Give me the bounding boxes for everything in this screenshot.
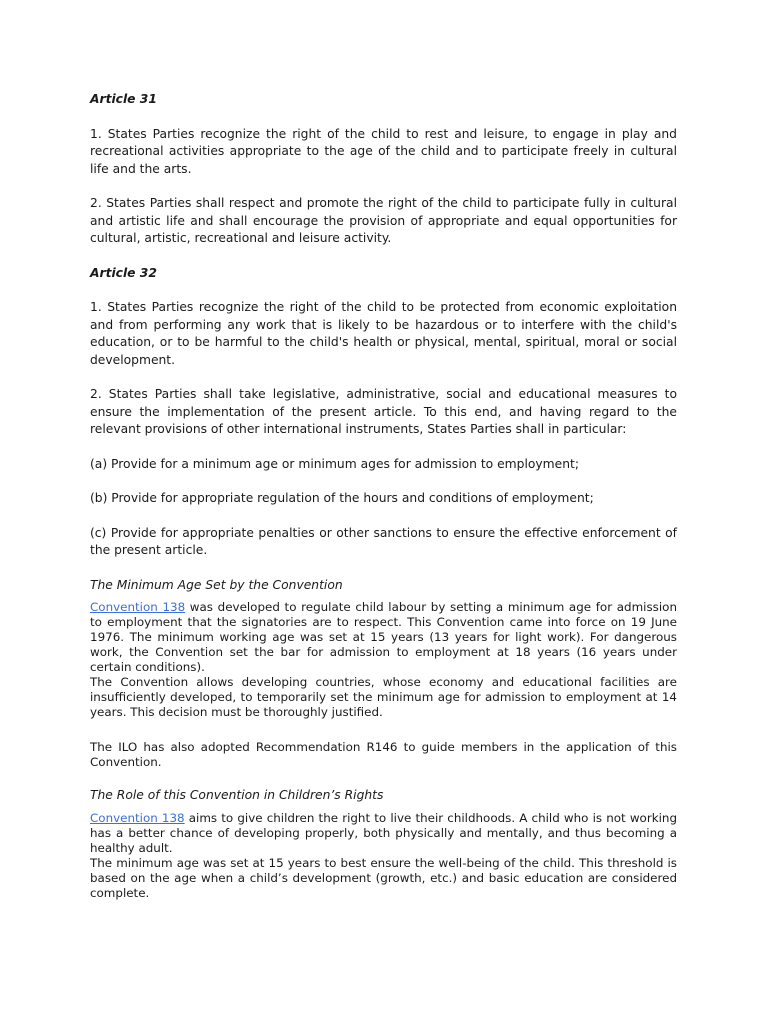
minimum-age-paragraph-1 <box>90 600 677 675</box>
document-content <box>90 91 677 901</box>
role-paragraph-1-text: aims to give children the right to live their childhoods. A child who is not working has a better chance of developing properly, both physically and mentally, and thus becoming a healthy adult. <box>90 810 677 855</box>
convention-138-link[interactable]: Convention 138 <box>90 600 186 614</box>
role-paragraph-2: The minimum age was set at 15 years to best ensure the well-being of the child. This threshold is based on the age when a child’s development (growth, etc.) and basic education are considered complete. <box>90 855 677 900</box>
article-32-paragraph-1: 1. States Parties recognize the right of the child to be protected from economic exploitation and from performing any work that is likely to be hazardous or to interfere with the child's education, or to be harmful to the child's health or physical, mental, spiritual, moral or social development. <box>90 300 677 367</box>
article-31-paragraph-2: 2. States Parties shall respect and promote the right of the child to participate fully in cultural and artistic life and shall encourage the provision of appropriate and equal opportunities for cultural, artistic, recreational and leisure activity. <box>90 196 677 245</box>
article-32-heading: Article 32 <box>90 265 157 280</box>
role-paragraph-1 <box>90 811 677 856</box>
article-32-item-b: (b) Provide for appropriate regulation of the hours and conditions of employment; <box>90 491 594 505</box>
article-32-item-c: (c) Provide for appropriate penalties or other sanctions to ensure the effective enforcement of the present article. <box>90 525 677 557</box>
minimum-age-paragraph-2: The Convention allows developing countries, whose economy and educational facilities are insufficiently developed, to temporarily set the minimum age for admission to employment at 14 years. This decision must be thoroughly justified. <box>90 675 677 719</box>
role-heading: The Role of this Convention in Children’s Rights <box>90 788 384 802</box>
minimum-age-heading: The Minimum Age Set by the Convention <box>90 577 343 592</box>
convention-138-link-2[interactable]: Convention 138 <box>90 810 185 825</box>
minimum-age-paragraph-3: The ILO has also adopted Recommendation R146 to guide members in the application of this Convention. <box>90 740 677 769</box>
article-32-item-a: (a) Provide for a minimum age or minimum ages for admission to employment; <box>90 456 579 471</box>
minimum-age-paragraph-1-text: was developed to regulate child labour by setting a minimum age for admission to employment that the signatories are to respect. This Convention came into force on 19 June 1976. The minimum working age was set at 15 years (13 years for light work). For dangerous work, the Convention set the bar for admission to employment at 18 years (16 years under certain conditions). <box>90 600 677 674</box>
article-31-paragraph-1: 1. States Parties recognize the right of the child to rest and leisure, to engage in play and recreational activities appropriate to the age of the child and to participate freely in cultural life and the arts. <box>90 126 677 176</box>
article-32-paragraph-2: 2. States Parties shall take legislative, administrative, social and educational measures to ensure the implementation of the present article. To this end, and having regard to the relevant provisions of other international instruments, States Parties shall in particular: <box>90 387 677 436</box>
article-31-heading: Article 31 <box>90 92 157 106</box>
